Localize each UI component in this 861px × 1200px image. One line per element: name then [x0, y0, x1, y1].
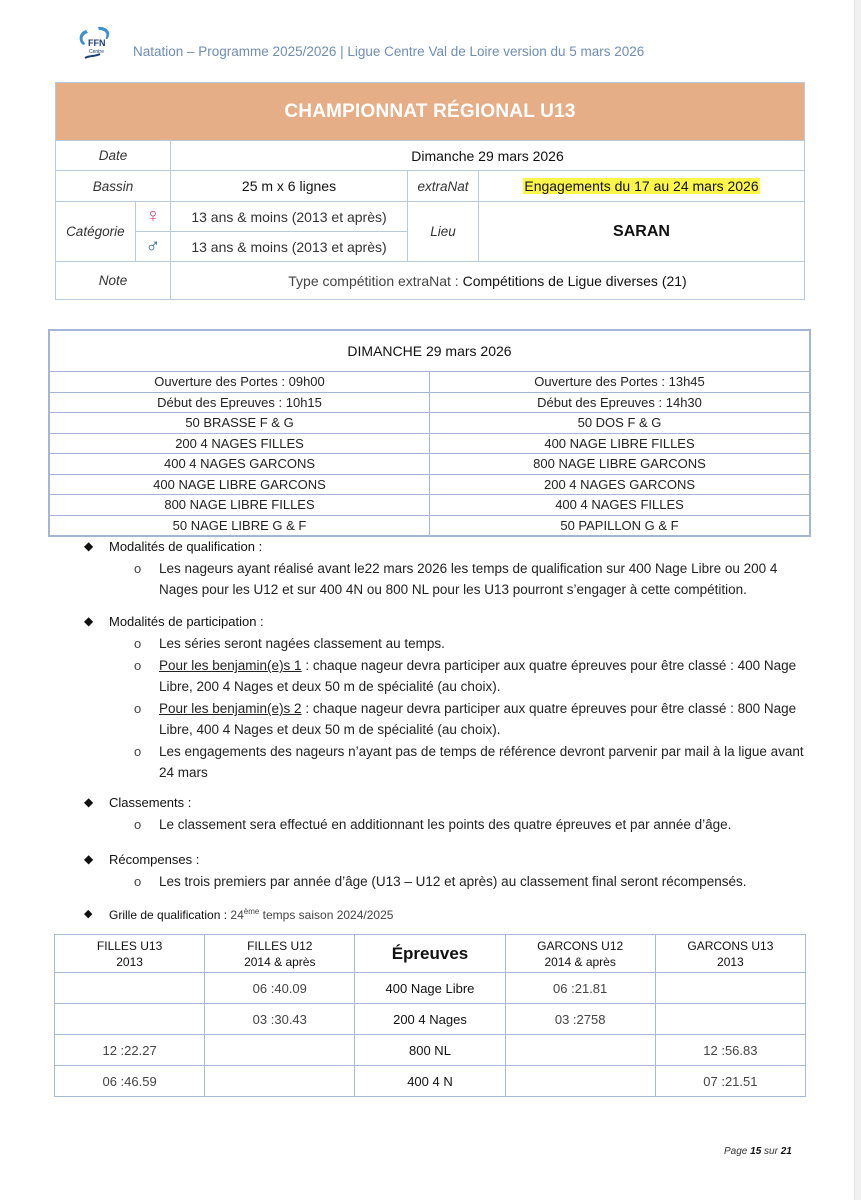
- circle-bullet-icon: o: [134, 561, 142, 576]
- male-cell: [135, 232, 170, 262]
- col-header: [505, 935, 655, 973]
- schedule-row: [49, 454, 810, 475]
- list-item: [84, 558, 804, 600]
- lieu-value: [479, 202, 805, 262]
- table-cell-epreuve: 800 NL: [355, 1035, 505, 1066]
- schedule-row: [49, 372, 810, 393]
- col-header-line2: 2014 & après: [244, 954, 316, 969]
- list-item-underlined: Pour les benjamin(e)s 1: [159, 658, 302, 673]
- section-title-text: Modalités de qualification :: [109, 539, 263, 554]
- competition-banner: CHAMPIONNAT RÉGIONAL U13: [56, 83, 805, 141]
- extranat-value: [479, 171, 805, 202]
- diamond-bullet-icon: ◆: [84, 908, 93, 920]
- schedule-afternoon: 800 NAGE LIBRE GARCONS: [430, 454, 811, 475]
- circle-bullet-icon: o: [134, 701, 142, 716]
- page-header: [76, 22, 776, 62]
- schedule-row: [49, 474, 810, 495]
- note-value: [171, 262, 805, 300]
- schedule-morning: 50 BRASSE F & G: [49, 413, 430, 434]
- competition-info-table: [55, 82, 805, 300]
- schedule-afternoon: 400 4 NAGES FILLES: [430, 495, 811, 516]
- section-grille: [84, 907, 804, 922]
- col-header-line2: 2014 & après: [544, 954, 616, 969]
- section-title-text: Classements :: [109, 795, 192, 810]
- circle-bullet-icon: o: [134, 874, 142, 889]
- schedule-morning: 400 4 NAGES GARCONS: [49, 454, 430, 475]
- bassin-value: 25 m x 6 lignes: [171, 171, 408, 202]
- section-title: [84, 907, 804, 922]
- table-row: [55, 1035, 806, 1066]
- header-title: Natation – Programme 2025/2026 | Ligue Centre Val de Loire version du 5 mars 2026: [133, 44, 645, 59]
- list-item-text: : chaque nageur devra participer aux quatre épreuves pour être classé : 800 Nage Libre, 400 4 Nages et deux 50 m de spécialité (au choix).: [159, 701, 797, 737]
- schedule-afternoon: 200 4 NAGES GARCONS: [430, 474, 811, 495]
- section-title-text: Modalités de participation :: [109, 614, 264, 629]
- svg-text:FFN: FFN: [88, 38, 106, 48]
- male-category-value: 13 ans & moins (2013 et après): [171, 232, 408, 262]
- table-cell: 06 :46.59: [55, 1066, 205, 1097]
- list-item-text: Le classement sera effectué en additionnant les points des quatre épreuves et par année d’âge.: [159, 817, 732, 832]
- table-cell: [55, 973, 205, 1004]
- female-symbol-icon: ♀: [145, 205, 161, 227]
- list-item: [84, 871, 804, 892]
- qualification-table: [54, 934, 806, 1097]
- schedule-afternoon: 50 DOS F & G: [430, 413, 811, 434]
- section-recompenses: [84, 852, 804, 892]
- schedule-morning: 800 NAGE LIBRE FILLES: [49, 495, 430, 516]
- grille-rank-sup: ème: [243, 907, 260, 916]
- section-participation: [84, 614, 804, 783]
- table-row: [55, 973, 806, 1004]
- section-title-text: Récompenses :: [109, 852, 200, 867]
- schedule-morning: 200 4 NAGES FILLES: [49, 433, 430, 454]
- section-title: [84, 795, 804, 810]
- schedule-row: [49, 433, 810, 454]
- table-cell: [655, 973, 805, 1004]
- list-item-text: : chaque nageur devra participer aux quatre épreuves pour être classé : 400 Nage Libre, 200 4 Nages et deux 50 m de spécialité (au choix).: [159, 658, 797, 694]
- circle-bullet-icon: o: [134, 744, 142, 759]
- list-item: [84, 814, 804, 835]
- table-cell: 12 :56.83: [655, 1035, 805, 1066]
- table-cell: 06 :21.81: [505, 973, 655, 1004]
- female-category-value: 13 ans & moins (2013 et après): [171, 202, 408, 232]
- note-label: Note: [56, 262, 171, 300]
- diamond-bullet-icon: ◆: [84, 539, 94, 553]
- table-cell: 07 :21.51: [655, 1066, 805, 1097]
- ffn-logo: [76, 24, 116, 62]
- table-row: [55, 1066, 806, 1097]
- diamond-bullet-icon: ◆: [84, 852, 94, 866]
- circle-bullet-icon: o: [134, 817, 142, 832]
- footer-sur: sur: [761, 1146, 781, 1157]
- schedule-row: [49, 392, 810, 413]
- list-item: [84, 698, 804, 740]
- schedule-afternoon: Début des Epreuves : 14h30: [430, 392, 811, 413]
- table-cell-epreuve: 400 4 N: [355, 1066, 505, 1097]
- note-text: Compétitions de Ligue diverses (21): [462, 272, 687, 289]
- table-cell-epreuve: 200 4 Nages: [355, 1004, 505, 1035]
- date-label: Date: [56, 141, 171, 171]
- extranat-label: extraNat: [408, 171, 479, 202]
- list-item: [84, 633, 804, 654]
- diamond-bullet-icon: ◆: [84, 614, 94, 628]
- list-item: [84, 741, 804, 783]
- footer-page-total: 21: [780, 1146, 792, 1157]
- svg-text:Centre: Centre: [89, 49, 105, 55]
- table-cell-epreuve: 400 Nage Libre: [355, 973, 505, 1004]
- col-header: [655, 935, 805, 973]
- schedule-afternoon: 400 NAGE LIBRE FILLES: [430, 433, 811, 454]
- schedule-morning: Ouverture des Portes : 09h00: [49, 372, 430, 393]
- schedule-afternoon: Ouverture des Portes : 13h45: [430, 372, 811, 393]
- list-item-underlined: Pour les benjamin(e)s 2: [159, 701, 302, 716]
- schedule-day: DIMANCHE 29 mars 2026: [49, 330, 810, 372]
- date-value: Dimanche 29 mars 2026: [171, 141, 805, 171]
- note-prefix: Type compétition extraNat :: [288, 272, 463, 289]
- qualification-header-row: [55, 935, 806, 973]
- col-header: [205, 935, 355, 973]
- col-header-epreuves: Épreuves: [355, 935, 505, 973]
- section-qualification: [84, 539, 804, 600]
- page-footer: [724, 1146, 792, 1157]
- section-classements: [84, 795, 804, 835]
- footer-page-number: 15: [750, 1146, 762, 1157]
- schedule-row: [49, 515, 810, 536]
- diamond-bullet-icon: ◆: [84, 795, 94, 809]
- extranat-highlight: Engagements du 17 au 24 mars 2026: [524, 178, 759, 194]
- schedule-morning: Début des Epreuves : 10h15: [49, 392, 430, 413]
- list-item-text: Les trois premiers par année d’âge (U13 – U12 et après) au classement final seront récompensés.: [159, 874, 747, 889]
- schedule-row: [49, 413, 810, 434]
- col-header: [55, 935, 205, 973]
- schedule-table: [48, 329, 811, 537]
- circle-bullet-icon: o: [134, 636, 142, 651]
- table-cell: 06 :40.09: [205, 973, 355, 1004]
- col-header-line2: 2013: [717, 954, 744, 969]
- table-cell: 03 :2758: [505, 1004, 655, 1035]
- categorie-label: Catégorie: [56, 202, 136, 262]
- table-cell: [205, 1066, 355, 1097]
- col-header-line1: GARCONS U12: [537, 938, 624, 953]
- table-row: [55, 1004, 806, 1035]
- section-title: [84, 614, 804, 629]
- footer-page-word: Page: [724, 1146, 751, 1157]
- lieu-label: Lieu: [408, 202, 479, 262]
- col-header-line1: FILLES U13: [96, 938, 163, 953]
- table-cell: [55, 1004, 205, 1035]
- male-symbol-icon: ♂: [145, 235, 161, 257]
- col-header-line2: 2013: [116, 954, 143, 969]
- list-item-text: Les engagements des nageurs n’ayant pas de temps de référence devront parvenir par mail à la ligue avant 24 mars: [159, 744, 804, 780]
- bassin-label: Bassin: [56, 171, 171, 202]
- list-item-text: Les nageurs ayant réalisé avant le22 mars 2026 les temps de qualification sur 400 Nage Libre ou 200 4 Nages pour les U12 et sur 400 4N ou 800 NL pour les U13 pourront s’engager à cette compétition.: [159, 561, 778, 597]
- list-item: [84, 655, 804, 697]
- table-cell: [505, 1066, 655, 1097]
- schedule-afternoon: 50 PAPILLON G & F: [430, 515, 811, 536]
- table-cell: [205, 1035, 355, 1066]
- section-title: [84, 539, 804, 554]
- table-cell: 12 :22.27: [55, 1035, 205, 1066]
- female-cell: [135, 202, 170, 232]
- schedule-morning: 50 NAGE LIBRE G & F: [49, 515, 430, 536]
- lieu-text: SARAN: [613, 222, 670, 240]
- col-header-line1: GARCONS U13: [687, 938, 774, 953]
- schedule-morning: 400 NAGE LIBRE GARCONS: [49, 474, 430, 495]
- col-header-line1: FILLES U12: [247, 938, 313, 953]
- grille-rank: 24: [230, 908, 244, 922]
- list-item-text: Les séries seront nagées classement au temps.: [159, 636, 445, 651]
- table-cell: 03 :30.43: [205, 1004, 355, 1035]
- schedule-row: [49, 495, 810, 516]
- circle-bullet-icon: o: [134, 658, 142, 673]
- table-cell: [655, 1004, 805, 1035]
- section-title: [84, 852, 804, 867]
- section-title-text: Grille de qualification :: [109, 908, 231, 922]
- page-edge: [854, 0, 861, 1200]
- grille-rest: temps saison 2024/2025: [259, 908, 394, 922]
- table-cell: [505, 1035, 655, 1066]
